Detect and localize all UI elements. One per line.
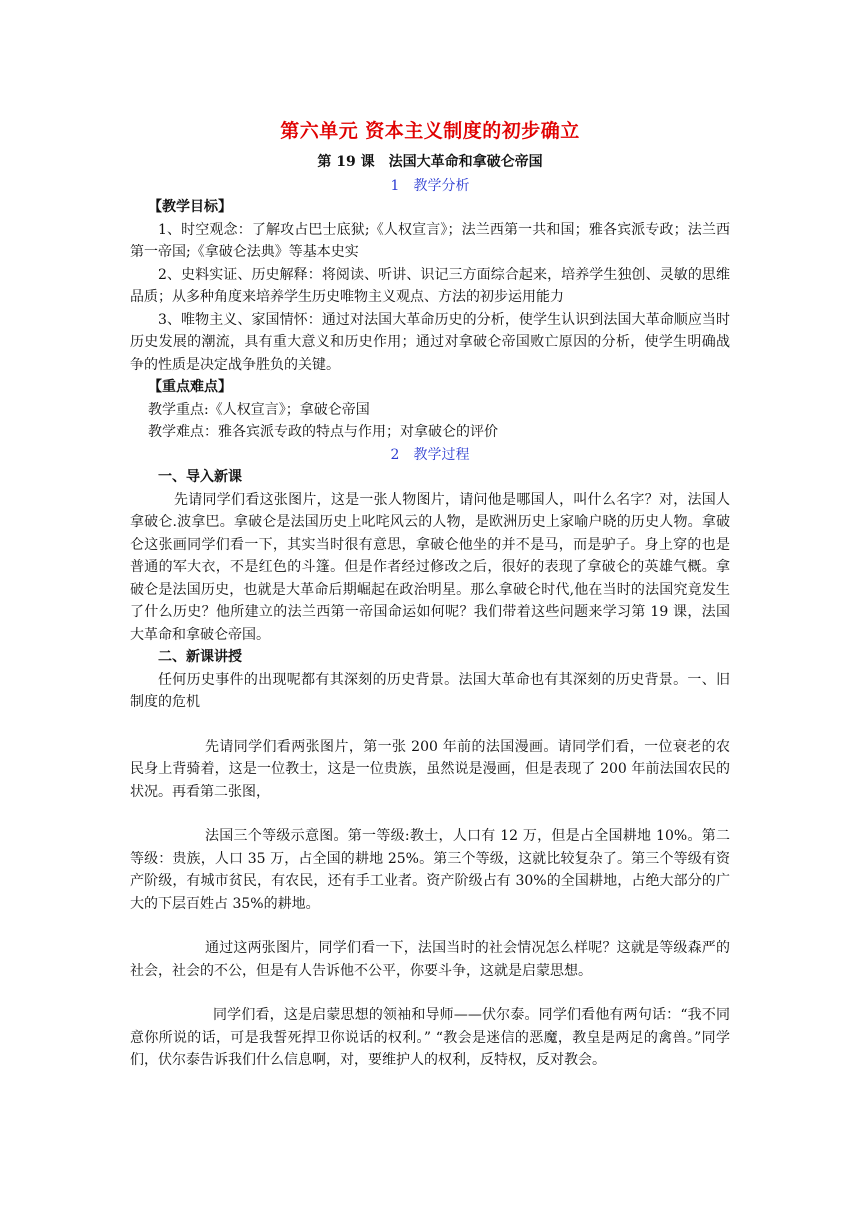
section-heading-teaching-analysis: 1 教学分析	[390, 178, 470, 194]
section-heading-teaching-process: 2 教学过程	[390, 447, 470, 463]
objectives-heading: 【教学目标】	[148, 199, 232, 215]
lecture-paragraph-three-estates: 法国三个等级示意图。第一等级:教士，人口有 12 万，但是占全国耕地 10%。第二等级：贵族，人口 35 万，占全国的耕地 25%。第三个等级，这就比较复杂了。第三个等级有资产阶级，有城市贫民，有农民，还有手工业者。资产阶级占有 30%的全国耕地，占绝大部分的广大的下层百姓占 35%的耕地。	[130, 828, 730, 912]
objective-item-3: 3、唯物主义、家国情怀：通过对法国大革命历史的分析，使学生认识到法国大革命顺应当时历史发展的潮流，具有重大意义和历史作用；通过对拿破仑帝国败亡原因的分析，使学生明确战争的性质是决定战争胜负的关键。	[130, 311, 730, 373]
teaching-focus: 教学重点:《人权宣言》；拿破仑帝国	[148, 401, 370, 418]
intro-heading: 一、导入新课	[158, 469, 242, 485]
lecture-heading: 二、新课讲授	[158, 649, 242, 665]
lecture-paragraph-enlightenment: 通过这两张图片，同学们看一下，法国当时的社会情况怎么样呢？这就是等级森严的社会，社会的不公，但是有人告诉他不公平，你要斗争，这就是启蒙思想。	[130, 940, 730, 979]
lecture-paragraph-voltaire: 同学们看，这是启蒙思想的领袖和导师——伏尔泰。同学们看他有两句话：“我不同意你所说的话，可是我誓死捍卫你说话的权利。” “教会是迷信的恶魔，教皇是两足的禽兽。”同学们，伏尔泰告诉我们什么信息啊，对，要维护人的权利，反特权，反对教会。	[130, 1007, 730, 1068]
intro-paragraph: 先请同学们看这张图片，这是一张人物图片，请问他是哪国人，叫什么名字？对，法国人拿破仑.波拿巴。拿破仑是法国历史上叱咤风云的人物，是欧洲历史上家喻户晓的历史人物。拿破仑这张画同学们看一下，其实当时很有意思，拿破仑他坐的并不是马，而是驴子。身上穿的也是普通的军大衣，不是红色的斗篷。但是作者经过修改之后，很好的表现了拿破仑的英雄气概。拿破仑是法国历史，也就是大革命后期崛起在政治明星。那么拿破仑时代,他在当时的法国究竟发生了什么历史？他所建立的法兰西第一帝国命运如何呢？我们带着这些问题来学习第 19 课，法国大革命和拿破仑帝国。	[130, 491, 730, 643]
teaching-difficulty: 教学难点：雅各宾派专政的特点与作用；对拿破仑的评价	[148, 424, 498, 440]
lecture-paragraph-background: 任何历史事件的出现呢都有其深刻的历史背景。法国大革命也有其深刻的历史背景。一、旧制度的危机	[130, 671, 730, 710]
lesson-title: 第 19 课 法国大革命和拿破仑帝国	[317, 154, 543, 170]
teaching-analysis-body	[130, 196, 730, 444]
objective-item-2: 2、史料实证、历史解释：将阅读、听讲、识记三方面综合起来，培养学生独创、灵敏的思维品质；从多种角度来培养学生历史唯物主义观点、方法的初步运用能力	[130, 266, 730, 305]
key-points-heading: 【重点难点】	[148, 379, 232, 395]
unit-title: 第六单元 资本主义制度的初步确立	[280, 120, 580, 142]
teaching-process-body	[130, 466, 730, 1072]
lecture-paragraph-cartoon: 先请同学们看两张图片，第一张 200 年前的法国漫画。请同学们看，一位衰老的农民身上背骑着，这是一位教士，这是一位贵族，虽然说是漫画，但是表现了 200 年前法国农民的状况。再看第二张图，	[130, 738, 730, 800]
objective-item-1: 1、时空观念：了解攻占巴士底狱;《人权宣言》；法兰西第一共和国；雅各宾派专政；法兰西第一帝国;《拿破仑法典》等基本史实	[130, 221, 730, 260]
